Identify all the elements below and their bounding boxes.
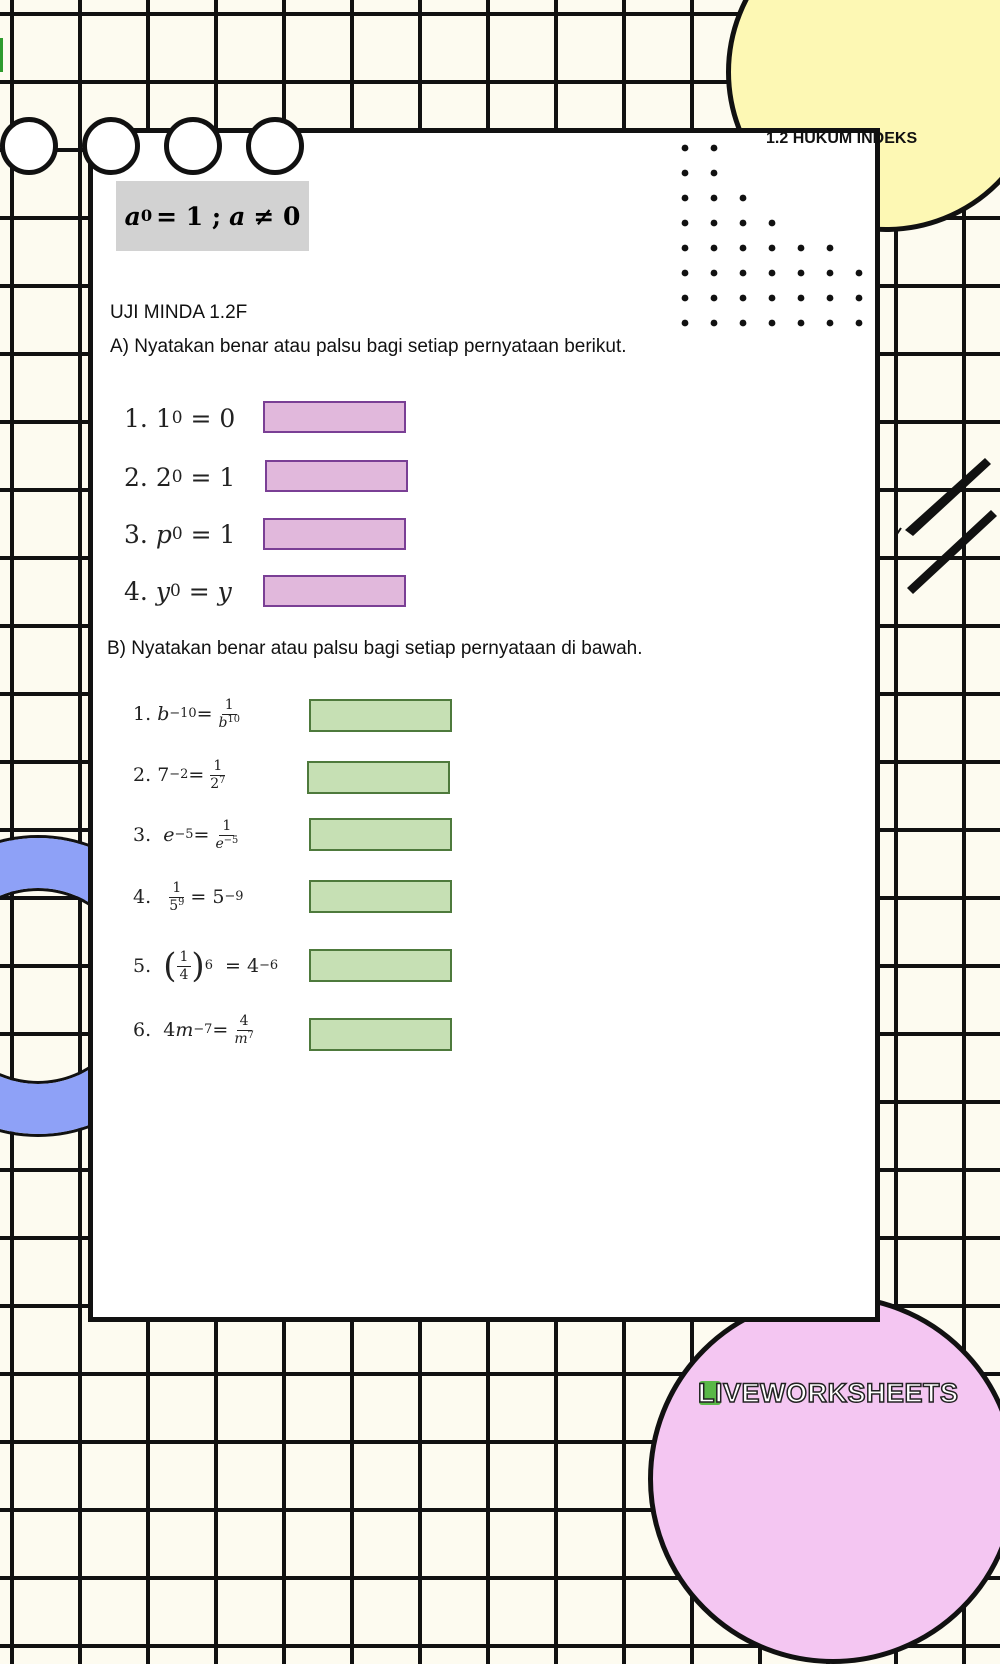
question-number: 1.: [124, 403, 148, 433]
pattern-dot: [711, 245, 718, 252]
pattern-dot: [827, 270, 834, 277]
pattern-dot: [711, 270, 718, 277]
pattern-dot: [711, 195, 718, 202]
question-base: 7: [157, 764, 170, 786]
denominator-base: e: [215, 835, 224, 852]
pattern-dot: [740, 195, 747, 202]
pattern-dot: [856, 320, 863, 327]
pattern-dot: [682, 270, 689, 277]
question-base: 1: [155, 403, 172, 433]
fraction-denominator: [166, 898, 187, 914]
pattern-dot: [711, 220, 718, 227]
pattern-dot: [682, 170, 689, 177]
pattern-dot: [769, 320, 776, 327]
part-b-answer-4[interactable]: [309, 880, 452, 913]
fraction-denominator: [207, 776, 228, 792]
pattern-dot: [740, 245, 747, 252]
pattern-dot: [798, 320, 805, 327]
part-a-answer-2[interactable]: [265, 460, 408, 492]
dot-pattern-decoration: [676, 140, 876, 330]
question-equals: =: [212, 1019, 229, 1041]
pattern-dot: [682, 195, 689, 202]
rule-condition: ≠ 0: [253, 201, 301, 231]
part-a-answer-3[interactable]: [263, 518, 406, 550]
denominator-base: 5: [169, 897, 179, 914]
question-equals: =: [196, 703, 213, 725]
pattern-dot: [769, 295, 776, 302]
question-fraction: [212, 818, 241, 851]
pattern-dot: [798, 245, 805, 252]
denominator-base: 2: [210, 775, 220, 792]
part-a-question-3: 3. p 0 = 1: [124, 519, 236, 549]
slash-decoration: [895, 450, 1000, 600]
question-number: 4.: [124, 576, 148, 606]
pattern-dot: [827, 295, 834, 302]
denominator-base: m: [234, 1030, 248, 1047]
pattern-dot: [711, 320, 718, 327]
part-a-question-1: 1. 1 0 = 0: [124, 403, 236, 433]
question-rhs: = 1: [190, 519, 236, 549]
part-a-question-2: 2. 2 0 = 1: [124, 462, 236, 492]
question-coefficient: 4: [163, 1019, 176, 1041]
part-b-question-1: 1. b −10 = $\frac{1}{b^{10}}$: [133, 690, 246, 738]
part-b-answer-1[interactable]: [309, 699, 452, 732]
part-b-question-4: 4. $\frac{1}{5^9}$ = 5 −9: [133, 880, 244, 914]
pink-circle-decoration: [648, 1294, 1000, 1664]
corner-mark: [0, 38, 3, 72]
fraction-denominator: 4: [179, 966, 189, 983]
question-rhs: = 0: [190, 403, 236, 433]
part-b-answer-6[interactable]: [309, 1018, 452, 1051]
question-rhs: = y: [188, 576, 232, 606]
part-b-answer-2[interactable]: [307, 761, 450, 794]
part-a-question-4: 4. y 0 = y: [124, 576, 232, 606]
question-equals: =: [193, 824, 210, 846]
question-fraction: [231, 1013, 257, 1046]
rule-base: a: [124, 201, 141, 231]
denominator-exponent: 10: [227, 713, 240, 725]
pattern-dot: [711, 295, 718, 302]
close-paren: ): [191, 946, 205, 986]
part-b-question-6: 6. 4 m −7 = $\frac{4}{m^7}$: [133, 1006, 260, 1054]
fraction-denominator: [212, 836, 241, 852]
part-a-answer-4[interactable]: [263, 575, 406, 607]
pattern-dot: [827, 245, 834, 252]
question-fraction: [216, 697, 243, 730]
question-number: 4.: [133, 886, 152, 908]
chapter-title: 1.2 HUKUM INDEKS: [766, 130, 918, 147]
pattern-dot: [740, 295, 747, 302]
question-rhs-base: 4: [246, 955, 260, 977]
pattern-dot: [682, 145, 689, 152]
denominator-exponent: 7: [219, 774, 226, 786]
pattern-dot: [769, 245, 776, 252]
pattern-dot: [798, 295, 805, 302]
part-a-instruction: A) Nyatakan benar atau palsu bagi setiap pernyataan berikut.: [110, 336, 627, 357]
part-b-question-5: 5. ( $\frac{1}{4}$ ) 6 = 4 −6: [133, 946, 279, 986]
fraction-numerator: 1: [210, 758, 225, 775]
rule-formula-box: a 0 = 1 ; a ≠ 0: [116, 181, 309, 251]
question-number: 5.: [133, 955, 152, 977]
pattern-dot: [711, 170, 718, 177]
fraction-denominator: [216, 715, 243, 731]
question-number: 6.: [133, 1019, 152, 1041]
pattern-dot: [856, 295, 863, 302]
fraction-numerator: 1: [169, 880, 184, 897]
question-equals: =: [225, 955, 241, 977]
fraction-numerator: 1: [219, 818, 234, 835]
part-b-question-3: 3. e −5 = $\frac{1}{e^{-5}}$: [133, 811, 244, 859]
denominator-base: b: [218, 714, 228, 731]
pattern-dot: [827, 320, 834, 327]
question-base: m: [175, 1019, 194, 1041]
question-fraction: [207, 758, 228, 791]
question-fraction: [177, 949, 192, 982]
part-b-answer-5[interactable]: [309, 949, 452, 982]
fraction-denominator: [231, 1031, 257, 1047]
binder-ring: [82, 117, 140, 175]
pattern-dot: [769, 220, 776, 227]
pattern-dot: [769, 270, 776, 277]
pattern-dot: [798, 270, 805, 277]
question-number: 2.: [133, 764, 152, 786]
pattern-dot: [740, 220, 747, 227]
pattern-dot: [711, 145, 718, 152]
binder-ring: [0, 117, 58, 175]
question-base: p: [155, 519, 172, 549]
part-a-answer-1[interactable]: [263, 401, 406, 433]
question-fraction: [166, 880, 187, 913]
question-rhs: = 1: [190, 462, 236, 492]
rule-condition-var: a: [229, 201, 246, 231]
pattern-dot: [682, 220, 689, 227]
question-base: b: [157, 703, 170, 725]
question-base: 2: [155, 462, 172, 492]
denominator-exponent: −5: [223, 834, 239, 846]
part-b-question-2: 2. 7 −2 = $\frac{1}{2^7}$: [133, 751, 231, 799]
question-equals: =: [190, 886, 207, 908]
question-number: 3.: [124, 519, 148, 549]
question-equals: =: [188, 764, 205, 786]
liveworksheets-logo: LIVEWORKSHEETS: [698, 1378, 959, 1408]
pattern-dot: [856, 270, 863, 277]
fraction-numerator: 1: [177, 949, 192, 966]
part-b-instruction: B) Nyatakan benar atau palsu bagi setiap pernyataan di bawah.: [107, 638, 643, 659]
question-base: e: [163, 824, 175, 846]
question-number: 1.: [133, 703, 152, 725]
pattern-dot: [740, 320, 747, 327]
open-paren: (: [163, 946, 177, 986]
pattern-dot: [682, 295, 689, 302]
binder-ring: [164, 117, 222, 175]
pattern-dot: [740, 270, 747, 277]
fraction-numerator: 4: [237, 1013, 252, 1030]
denominator-exponent: 9: [178, 896, 185, 908]
denominator-exponent: 7: [247, 1029, 254, 1041]
pattern-dot: [682, 245, 689, 252]
pattern-dot: [682, 320, 689, 327]
binder-ring: [246, 117, 304, 175]
question-rhs-base: 5: [212, 886, 225, 908]
part-b-answer-3[interactable]: [309, 818, 452, 851]
question-number: 3.: [133, 824, 152, 846]
question-number: 2.: [124, 462, 148, 492]
fraction-numerator: 1: [222, 697, 237, 714]
rule-equals: = 1 ;: [156, 201, 222, 231]
section-title: UJI MINDA 1.2F: [110, 302, 248, 323]
question-base: y: [155, 576, 170, 606]
